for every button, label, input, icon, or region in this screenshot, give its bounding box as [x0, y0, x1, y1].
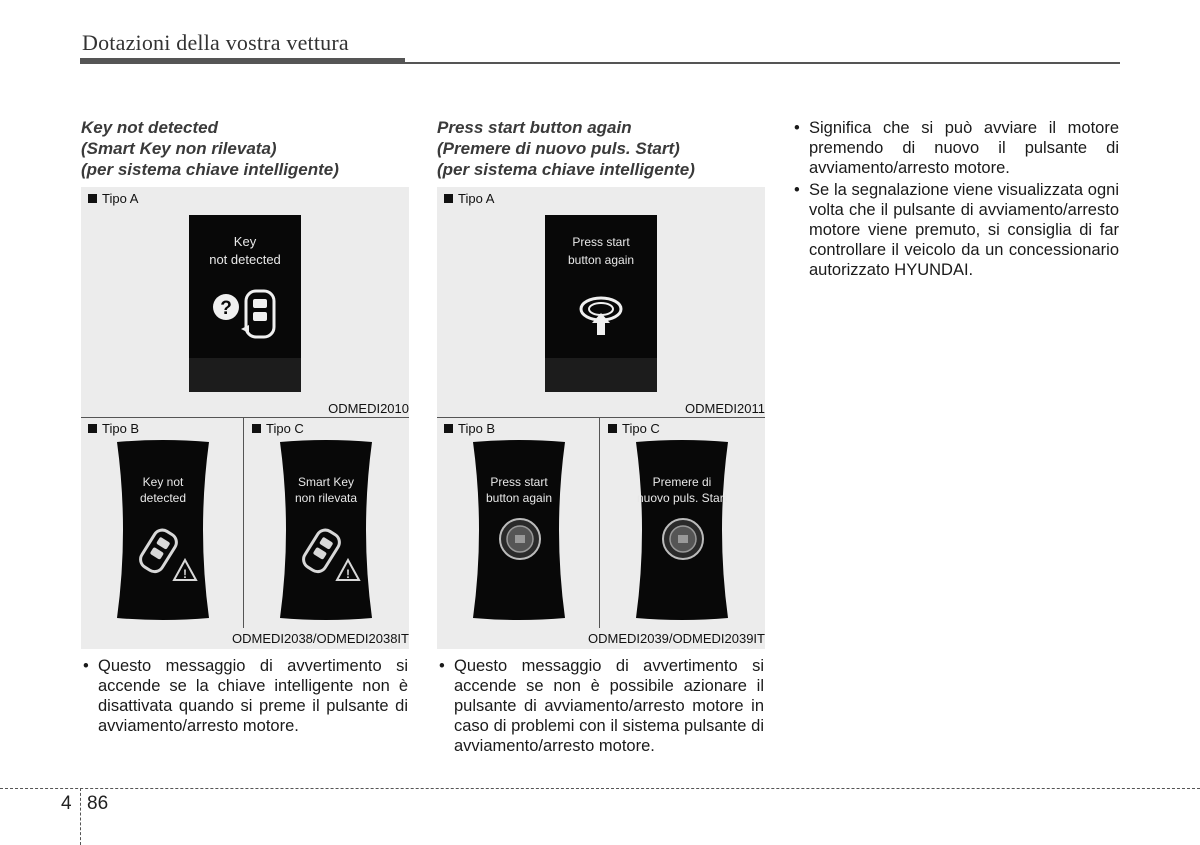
smart-key-question-icon [211, 285, 281, 341]
middle-figure [437, 187, 765, 649]
middle-tipo-c-label: Tipo C [608, 421, 660, 436]
middle-tipo-c-screen [630, 438, 734, 622]
smart-key-warning-icon [296, 524, 362, 584]
left-tipo-c-screen [274, 438, 378, 622]
start-button-icon [497, 516, 543, 562]
left-heading-line-1: Key not detected [81, 118, 218, 137]
left-tipo-a-screen-footer [189, 358, 301, 392]
middle-tipo-c-message: Premere di nuovo puls. Start [636, 475, 728, 505]
middle-figure-divider-v [599, 417, 600, 628]
start-button-press-icon [576, 291, 626, 341]
left-figure [81, 187, 409, 649]
left-tipo-bc-code: ODMEDI2038/ODMEDI2038IT [231, 631, 409, 646]
left-tipo-a-code: ODMEDI2010 [328, 401, 409, 416]
left-tipo-c-label: Tipo C [252, 421, 304, 436]
start-button-icon [660, 516, 706, 562]
smart-key-warning-icon [133, 524, 199, 584]
left-section-heading [81, 117, 339, 180]
middle-tipo-b-message: Press start button again [485, 475, 553, 505]
middle-heading-line-3: (per sistema chiave intelligente) [437, 160, 695, 179]
middle-tipo-b-screen [467, 438, 571, 622]
header-rule-thin [405, 62, 1120, 64]
footer-dashed-line [0, 788, 1200, 789]
middle-tipo-a-code: ODMEDI2011 [685, 401, 765, 416]
page-header-title: Dotazioni della vostra vettura [82, 30, 349, 55]
middle-tipo-b-label: Tipo B [444, 421, 495, 436]
middle-heading-line-2: (Premere di nuovo puls. Start) [437, 139, 680, 158]
svg-text:?: ? [220, 298, 232, 319]
middle-tipo-a-label: Tipo A [444, 191, 494, 206]
left-tipo-a-screen [189, 215, 301, 392]
svg-text:!: ! [346, 567, 350, 581]
left-heading-line-2: (Smart Key non rilevata) [81, 139, 277, 158]
left-figure-divider-h [81, 417, 409, 418]
left-tipo-b-screen [111, 438, 215, 622]
middle-tipo-a-screen-footer [545, 358, 657, 392]
middle-tipo-a-screen [545, 215, 657, 392]
middle-bullet-list [437, 656, 764, 758]
right-bullet-item: • Significa che si può avviare il motore premendo di nuovo il pulsante di avviamento/arresto motore. [792, 118, 1119, 178]
left-tipo-c-message: Smart Key non rilevata [294, 475, 358, 505]
left-bullet-item: • Questo messaggio di avvertimento si accende se la chiave intelligente non è disattivata quando si preme il pulsante di avviamento/arresto motore. [81, 656, 408, 736]
middle-bullet-item: • Questo messaggio di avvertimento si accende se non è possibile azionare il pulsante di avviamento/arresto motore in caso di problemi con il sistema pulsante di avviamento/arresto motore. [437, 656, 764, 756]
left-bullet-list [81, 656, 408, 738]
right-bullet-list [792, 118, 1119, 282]
left-heading-line-3: (per sistema chiave intelligente) [81, 160, 339, 179]
left-tipo-b-label: Tipo B [88, 421, 139, 436]
left-tipo-a-label: Tipo A [88, 191, 138, 206]
middle-figure-divider-h [437, 417, 765, 418]
middle-heading-line-1: Press start button again [437, 118, 632, 137]
left-tipo-b-message: Key not detected [139, 475, 187, 505]
middle-tipo-a-message: Press start button again [567, 235, 635, 267]
page-number: 86 [87, 793, 109, 814]
middle-section-heading [437, 117, 695, 180]
left-figure-divider-v [243, 417, 244, 628]
header-rule-thick [80, 58, 405, 64]
left-tipo-a-message: Key not detected [209, 234, 281, 267]
middle-tipo-bc-code: ODMEDI2039/ODMEDI2039IT [587, 631, 765, 646]
footer-dashed-divider [80, 788, 81, 845]
chapter-number: 4 [61, 793, 72, 814]
right-bullet-item: • Se la segnalazione viene visualizzata ogni volta che il pulsante di avviamento/arresto motore viene premuto, si consiglia di far controllare il veicolo da un concessionario autorizzato HYUNDAI. [792, 180, 1119, 280]
svg-text:!: ! [183, 567, 187, 581]
